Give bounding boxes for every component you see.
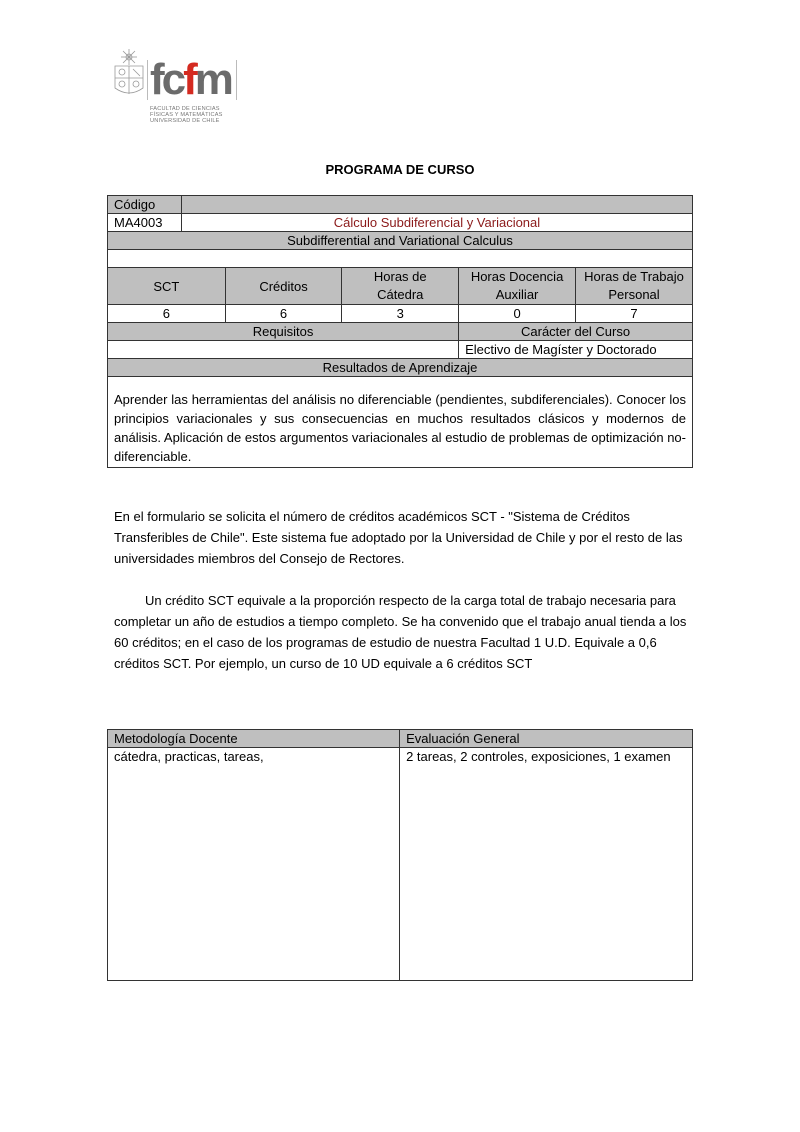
evaluacion-value: 2 tareas, 2 controles, exposiciones, 1 examen bbox=[400, 748, 693, 981]
course-table bbox=[107, 195, 693, 468]
caracter-value: Electivo de Magíster y Doctorado bbox=[459, 341, 693, 359]
header-sct: SCT bbox=[108, 268, 226, 305]
header-creditos: Créditos bbox=[225, 268, 342, 305]
header-horas-auxiliar: Horas Docencia Auxiliar bbox=[459, 268, 576, 305]
value-creditos: 6 bbox=[225, 305, 342, 323]
course-code: MA4003 bbox=[108, 214, 182, 232]
requisitos-label: Requisitos bbox=[108, 323, 459, 341]
fcfm-logo bbox=[112, 48, 242, 130]
metodologia-label: Metodología Docente bbox=[108, 730, 400, 748]
value-horas-catedra: 3 bbox=[342, 305, 459, 323]
value-horas-auxiliar: 0 bbox=[459, 305, 576, 323]
university-emblem-icon bbox=[112, 48, 146, 98]
header-horas-personal: Horas de Trabajo Personal bbox=[576, 268, 693, 305]
resultados-label: Resultados de Aprendizaje bbox=[108, 359, 693, 377]
resultados-text: Aprender las herramientas del análisis no diferenciable (pendientes, subdiferenciales). Conocer los principios variacionales y sus consecuencias en muchos resultados clásicos y modernos de análisis. Aplicación de estos argumentos variacionales al estudio de problemas de optimización no-diferenciable. bbox=[108, 377, 693, 468]
metodologia-value: cátedra, practicas, tareas, bbox=[108, 748, 400, 981]
fcfm-wordmark: fcfm bbox=[150, 55, 231, 104]
logo-subtitle: FACULTAD DE CIENCIAS FÍSICAS Y MATEMÁTICAS UNIVERSIDAD DE CHILE bbox=[150, 106, 223, 124]
course-name-en: Subdifferential and Variational Calculus bbox=[108, 232, 693, 250]
course-name-es: Cálculo Subdiferencial y Variacional bbox=[181, 214, 692, 232]
header-horas-catedra: Horas de Cátedra bbox=[342, 268, 459, 305]
sct-paragraph-2: Un crédito SCT equivale a la proporción respecto de la carga total de trabajo necesaria para completar un año de estudios a tiempo completo. Se ha convenido que el trabajo anual tienda a los 60 créditos; en el caso de los programas de estudio de nuestra Facultad 1 U.D. Equivale a 0,6 créditos SCT. Por ejemplo, un curso de 10 UD equivale a 6 créditos SCT bbox=[114, 593, 687, 671]
blank-row bbox=[108, 250, 693, 268]
sct-paragraph-1: En el formulario se solicita el número de créditos académicos SCT - "Sistema de Créditos Transferibles de Chile". Este sistema fue adoptado por la Universidad de Chile y por el resto de las universidades miembros del Consejo de Rectores. bbox=[114, 509, 683, 566]
page-title: PROGRAMA DE CURSO bbox=[325, 162, 475, 177]
code-label: Código bbox=[108, 196, 182, 214]
evaluacion-label: Evaluación General bbox=[400, 730, 693, 748]
method-table bbox=[107, 729, 693, 981]
caracter-label: Carácter del Curso bbox=[459, 323, 693, 341]
value-horas-personal: 7 bbox=[576, 305, 693, 323]
requisitos-value bbox=[108, 341, 459, 359]
value-sct: 6 bbox=[108, 305, 226, 323]
code-header-blank bbox=[181, 196, 692, 214]
